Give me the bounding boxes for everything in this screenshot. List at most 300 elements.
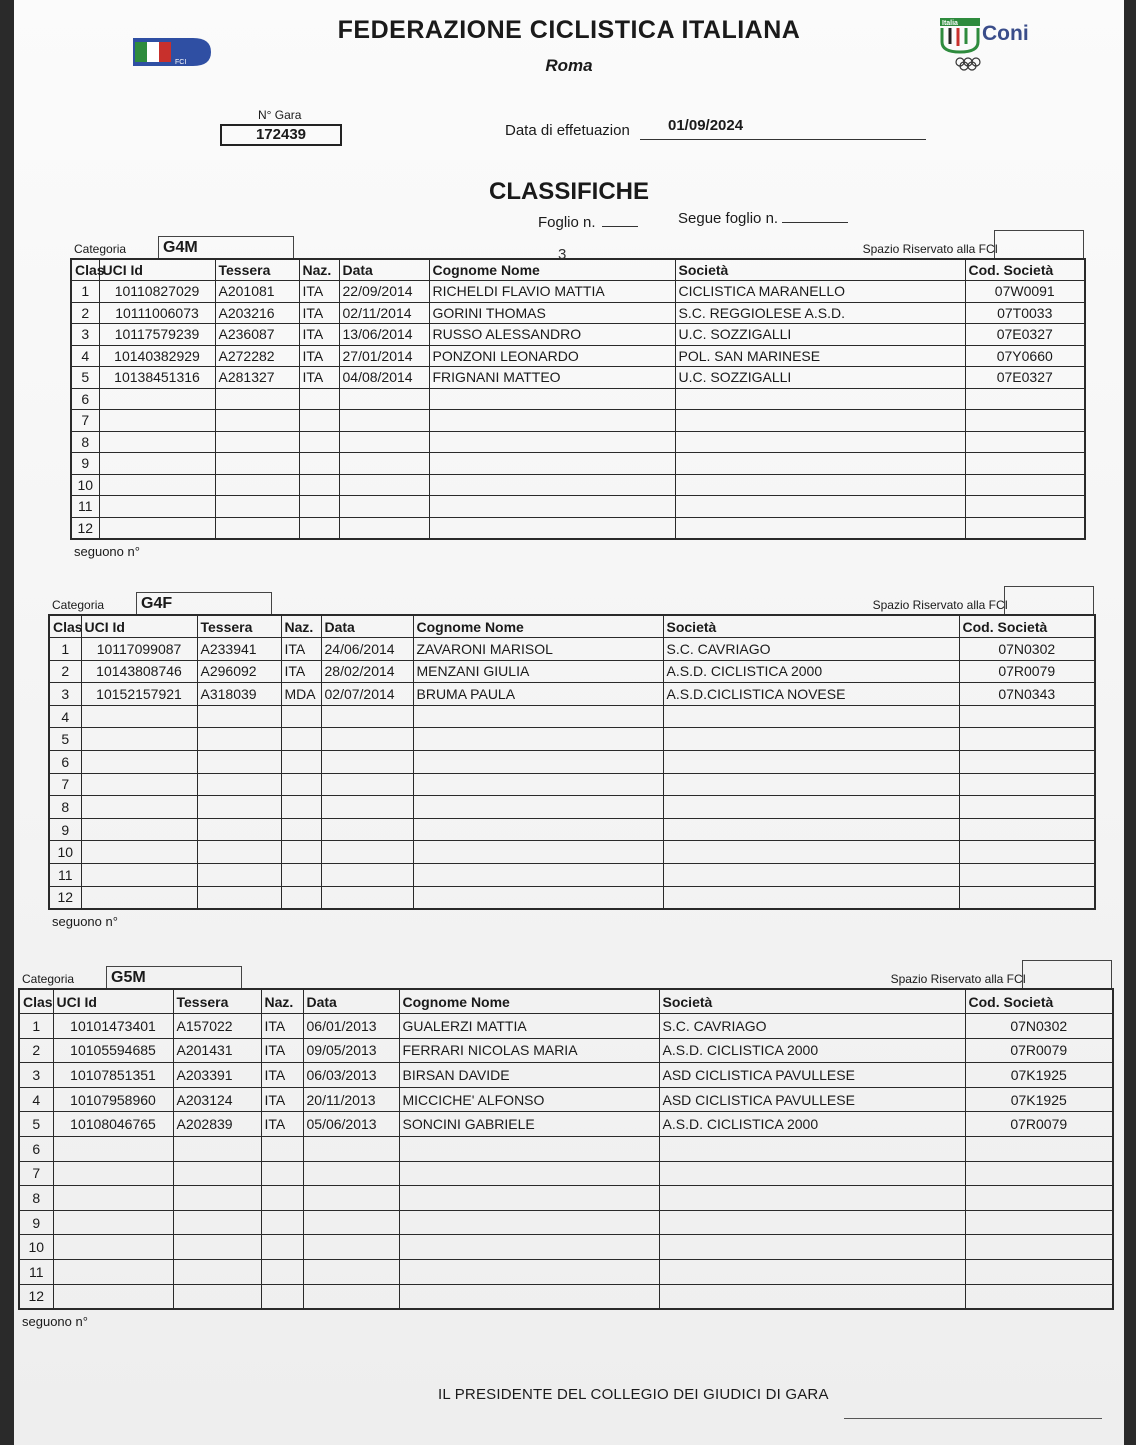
table-cell [215,431,299,453]
table-cell: 10 [19,1235,53,1260]
table-cell [321,773,413,796]
table-cell: MENZANI GIULIA [413,660,663,683]
handwritten-mark: 3 [558,246,567,263]
table-cell: A272282 [215,345,299,367]
table-cell [99,388,215,410]
table-cell [339,517,429,539]
table-cell: 07R0079 [959,660,1095,683]
table-cell: ASD CICLISTICA PAVULLESE [659,1063,965,1088]
table-cell: 10140382929 [99,345,215,367]
table-cell: S.C. CAVRIAGO [659,1014,965,1039]
table-row [19,1087,1113,1112]
table-cell: 1 [49,638,81,661]
table-cell: 7 [49,773,81,796]
table-cell [261,1235,303,1260]
column-header: Naz. [299,259,339,281]
table-cell: 07E0327 [965,324,1085,346]
table-cell: A281327 [215,367,299,389]
table-cell [399,1284,659,1309]
table-cell: 02/07/2014 [321,683,413,706]
table-row [71,367,1085,389]
table-cell [965,1260,1113,1285]
table-cell: 9 [19,1210,53,1235]
table-row [49,818,1095,841]
table-cell [965,474,1085,496]
table-row [49,638,1095,661]
table-cell: GUALERZI MATTIA [399,1014,659,1039]
table-cell [321,818,413,841]
table-cell [81,773,197,796]
table-cell: 10110827029 [99,281,215,303]
table-cell [281,751,321,774]
table-cell [197,796,281,819]
table-cell [197,773,281,796]
classifica-table [18,988,1114,1310]
table-cell [261,1137,303,1162]
table-cell [197,886,281,909]
table-cell: 7 [19,1161,53,1186]
table-cell [965,1137,1113,1162]
table-row [19,1186,1113,1211]
svg-text:FCI: FCI [175,59,187,66]
seguono-label: seguono n° [22,1313,88,1329]
table-cell [413,773,663,796]
segue-foglio-field [678,210,848,227]
table-cell [675,388,965,410]
table-cell: 10105594685 [53,1038,173,1063]
section-g4m [70,236,1084,559]
table-cell [413,886,663,909]
table-cell [81,796,197,819]
table-cell [215,388,299,410]
table-row [19,1014,1113,1039]
table-header-row [19,989,1113,1014]
table-cell: 6 [49,751,81,774]
table-cell [965,388,1085,410]
table-cell [299,517,339,539]
table-cell: MDA [281,683,321,706]
table-row [19,1161,1113,1186]
table-cell: A236087 [215,324,299,346]
table-row [71,410,1085,432]
table-cell: RUSSO ALESSANDRO [429,324,675,346]
table-cell [965,410,1085,432]
table-cell [281,886,321,909]
table-header-row [49,615,1095,638]
table-cell: A.S.D. CICLISTICA 2000 [663,660,959,683]
table-cell [663,864,959,887]
table-cell [675,453,965,475]
table-cell: 11 [19,1260,53,1285]
table-cell: A318039 [197,683,281,706]
table-cell [197,705,281,728]
table-cell [99,410,215,432]
signature-line [844,1418,1102,1419]
table-cell: FERRARI NICOLAS MARIA [399,1038,659,1063]
table-cell: ITA [299,367,339,389]
table-cell [215,517,299,539]
column-header: Cod. Società [959,615,1095,638]
table-cell: ITA [261,1087,303,1112]
table-cell [413,796,663,819]
table-cell: A203124 [173,1087,261,1112]
table-cell [299,496,339,518]
table-cell: A.S.D. CICLISTICA 2000 [659,1038,965,1063]
table-cell [959,773,1095,796]
column-header: Società [659,989,965,1014]
table-cell [197,864,281,887]
table-cell: GORINI THOMAS [429,302,675,324]
table-cell: 06/01/2013 [303,1014,399,1039]
table-row [19,1284,1113,1309]
column-header: UCI Id [81,615,197,638]
table-cell [99,431,215,453]
table-cell [99,517,215,539]
riservato-label: Spazio Riservato alla FCI [862,242,998,256]
table-cell [429,517,675,539]
categoria-value: G4F [136,592,272,614]
table-cell: 20/11/2013 [303,1087,399,1112]
table-cell [215,453,299,475]
table-cell [399,1161,659,1186]
table-cell [413,864,663,887]
table-cell [413,705,663,728]
table-cell [399,1137,659,1162]
categoria-value: G5M [106,966,242,988]
table-cell [99,474,215,496]
table-cell [321,886,413,909]
table-cell [299,388,339,410]
table-cell [303,1161,399,1186]
table-cell: A203216 [215,302,299,324]
table-row [49,796,1095,819]
column-header: Clas [19,989,53,1014]
riservato-label: Spazio Riservato alla FCI [890,972,1026,986]
table-cell [173,1137,261,1162]
table-cell: U.C. SOZZIGALLI [675,324,965,346]
table-cell: 10117099087 [81,638,197,661]
table-cell [261,1210,303,1235]
table-cell: A.S.D.CICLISTICA NOVESE [663,683,959,706]
column-header: Cognome Nome [413,615,663,638]
table-cell: 07E0327 [965,367,1085,389]
table-cell [659,1161,965,1186]
table-cell: BRUMA PAULA [413,683,663,706]
table-row [71,517,1085,539]
table-cell: 07R0079 [965,1038,1113,1063]
table-cell [339,431,429,453]
date-label: Data di effetuazion [505,122,630,139]
gara-number: 172439 [220,124,342,146]
column-header: Cod. Società [965,989,1113,1014]
document-city: Roma [545,56,593,75]
column-header: Data [339,259,429,281]
table-cell [197,751,281,774]
table-cell [173,1161,261,1186]
table-cell: FRIGNANI MATTEO [429,367,675,389]
table-cell: 13/06/2014 [339,324,429,346]
table-cell [959,796,1095,819]
table-cell: 2 [49,660,81,683]
seguono-label: seguono n° [52,913,118,929]
table-cell: 10117579239 [99,324,215,346]
table-cell [197,728,281,751]
table-row [49,751,1095,774]
table-cell: 07Y0660 [965,345,1085,367]
table-cell: 4 [19,1087,53,1112]
table-cell: A296092 [197,660,281,683]
table-row [19,1260,1113,1285]
table-cell [321,864,413,887]
table-row [19,1137,1113,1162]
table-row [19,1063,1113,1088]
column-header: Tessera [197,615,281,638]
table-cell [663,841,959,864]
table-cell: ITA [299,324,339,346]
seguono-label: seguono n° [74,543,140,559]
table-cell: 06/03/2013 [303,1063,399,1088]
table-cell: 10108046765 [53,1112,173,1137]
table-cell [659,1137,965,1162]
table-row [49,886,1095,909]
categoria-value: G4M [158,236,294,258]
table-cell [261,1161,303,1186]
table-cell: ITA [261,1014,303,1039]
table-cell: 07R0079 [965,1112,1113,1137]
foglio-label: Foglio n. [538,214,596,231]
table-cell [173,1284,261,1309]
table-cell [659,1284,965,1309]
table-cell [99,453,215,475]
table-cell [321,705,413,728]
table-cell: A201081 [215,281,299,303]
table-cell [413,751,663,774]
table-row [71,474,1085,496]
table-cell: 1 [71,281,99,303]
column-header: Clas [49,615,81,638]
table-cell [965,453,1085,475]
column-header: Data [303,989,399,1014]
classifiche-heading: CLASSIFICHE [488,178,649,205]
foglio-field [538,214,638,231]
table-cell: 07T0033 [965,302,1085,324]
table-cell [429,431,675,453]
table-cell: ITA [299,281,339,303]
document-page [14,0,1124,1445]
table-cell [81,705,197,728]
table-cell: 6 [19,1137,53,1162]
table-cell [413,841,663,864]
table-cell [339,496,429,518]
table-cell: 8 [49,796,81,819]
table-cell [299,453,339,475]
table-cell [303,1186,399,1211]
categoria-label: Categoria [22,972,75,986]
table-cell [261,1260,303,1285]
table-cell [965,1161,1113,1186]
table-cell [965,1186,1113,1211]
table-cell [429,496,675,518]
table-cell [215,496,299,518]
table-cell [659,1260,965,1285]
table-cell [965,517,1085,539]
table-cell [303,1284,399,1309]
column-header: UCI Id [99,259,215,281]
table-cell: A157022 [173,1014,261,1039]
table-cell [173,1260,261,1285]
table-row [49,864,1095,887]
table-row [71,281,1085,303]
table-cell [81,841,197,864]
table-cell [81,818,197,841]
table-row [71,388,1085,410]
table-cell [215,410,299,432]
table-cell [321,841,413,864]
table-cell: S.C. REGGIOLESE A.S.D. [675,302,965,324]
table-cell [663,886,959,909]
categoria-label: Categoria [74,242,127,256]
table-cell: 5 [49,728,81,751]
table-cell [53,1284,173,1309]
table-cell [959,886,1095,909]
column-header: Società [663,615,959,638]
table-cell [281,773,321,796]
table-cell [197,841,281,864]
table-cell: A233941 [197,638,281,661]
table-row [49,841,1095,864]
gara-label: N° Gara [258,108,302,122]
table-row [49,705,1095,728]
table-cell: SONCINI GABRIELE [399,1112,659,1137]
table-cell [81,751,197,774]
table-row [71,345,1085,367]
table-cell [675,474,965,496]
table-cell: 8 [71,431,99,453]
table-cell [429,410,675,432]
table-cell [663,751,959,774]
table-row [49,773,1095,796]
table-cell: 07N0302 [965,1014,1113,1039]
table-cell [675,496,965,518]
table-cell: PONZONI LEONARDO [429,345,675,367]
table-cell [965,1210,1113,1235]
table-cell: 05/06/2013 [303,1112,399,1137]
table-cell: ZAVARONI MARISOL [413,638,663,661]
riservato-label: Spazio Riservato alla FCI [872,598,1008,612]
table-cell [261,1284,303,1309]
riservato-box [994,230,1084,258]
table-cell: ITA [261,1112,303,1137]
table-cell [303,1137,399,1162]
table-cell: 10143808746 [81,660,197,683]
table-cell: 2 [19,1038,53,1063]
table-cell: 09/05/2013 [303,1038,399,1063]
table-cell: U.C. SOZZIGALLI [675,367,965,389]
classifica-table [48,614,1096,910]
table-cell: 5 [19,1112,53,1137]
table-cell [339,474,429,496]
column-header: UCI Id [53,989,173,1014]
table-cell [965,1235,1113,1260]
table-cell: A203391 [173,1063,261,1088]
table-cell [413,728,663,751]
table-cell: A202839 [173,1112,261,1137]
table-cell: 24/06/2014 [321,638,413,661]
table-row [71,496,1085,518]
categoria-row [48,592,1094,614]
table-cell [281,796,321,819]
table-cell: 1 [19,1014,53,1039]
table-row [19,1235,1113,1260]
table-cell [321,728,413,751]
table-cell [663,773,959,796]
table-cell [959,818,1095,841]
table-row [19,1112,1113,1137]
table-cell [299,474,339,496]
table-cell [965,1284,1113,1309]
table-cell [399,1210,659,1235]
table-cell [663,705,959,728]
table-cell: 02/11/2014 [339,302,429,324]
section-g5m [18,966,1112,1329]
table-cell [339,410,429,432]
table-cell: 3 [49,683,81,706]
table-cell [53,1235,173,1260]
table-cell: BIRSAN DAVIDE [399,1063,659,1088]
table-cell: 6 [71,388,99,410]
table-cell: 07N0302 [959,638,1095,661]
table-row [19,1038,1113,1063]
document-title: FEDERAZIONE CICLISTICA ITALIANA [337,16,801,44]
table-cell: 27/01/2014 [339,345,429,367]
table-cell [215,474,299,496]
column-header: Tessera [173,989,261,1014]
table-cell [53,1260,173,1285]
table-cell: RICHELDI FLAVIO MATTIA [429,281,675,303]
table-cell [429,388,675,410]
table-cell [663,728,959,751]
table-cell: 12 [19,1284,53,1309]
riservato-box [1004,586,1094,614]
categoria-row [70,236,1084,258]
table-cell [173,1186,261,1211]
column-header: Cod. Società [965,259,1085,281]
segue-foglio-label: Segue foglio n. [678,210,779,227]
table-cell [663,796,959,819]
table-cell [321,751,413,774]
table-cell: A201431 [173,1038,261,1063]
table-cell: ITA [261,1038,303,1063]
table-cell: 12 [71,517,99,539]
table-cell: 3 [19,1063,53,1088]
table-cell [281,728,321,751]
table-cell: MICCICHE' ALFONSO [399,1087,659,1112]
column-header: Naz. [281,615,321,638]
table-cell: 12 [49,886,81,909]
table-cell: 07K1925 [965,1063,1113,1088]
table-cell [281,864,321,887]
table-cell [339,388,429,410]
table-cell [339,453,429,475]
table-cell [663,818,959,841]
table-cell [959,864,1095,887]
coni-label: Coni [982,22,1029,45]
table-cell [53,1161,173,1186]
table-cell [429,453,675,475]
table-cell: 11 [71,496,99,518]
signature-label: IL PRESIDENTE DEL COLLEGIO DEI GIUDICI DI GARA [438,1386,829,1403]
section-g4f [48,592,1094,929]
